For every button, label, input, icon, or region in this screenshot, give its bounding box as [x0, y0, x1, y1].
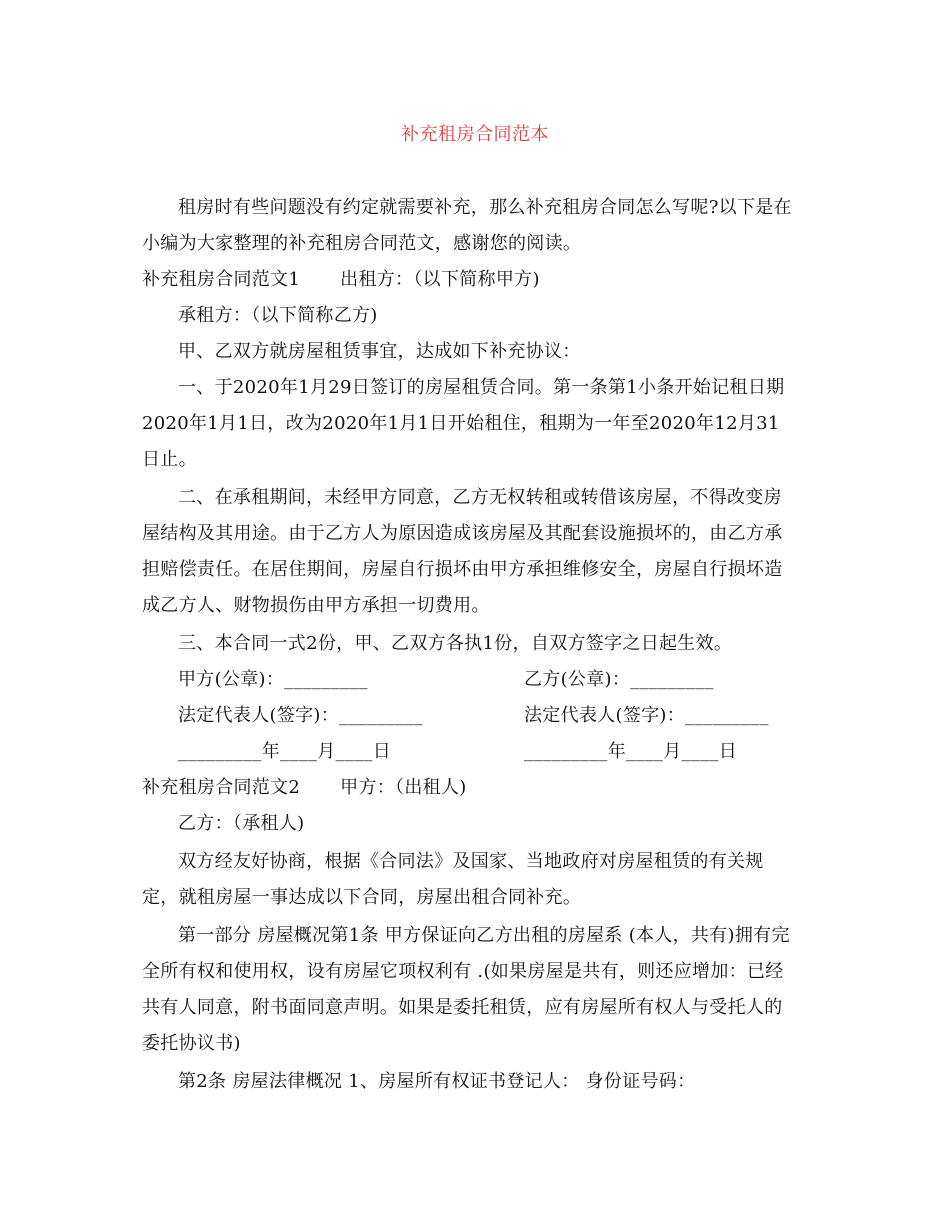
sample1-agreement-intro: 甲、乙双方就房屋租赁事宜，达成如下补充协议：: [178, 341, 581, 362]
party-a-rep: 法定代表人(签字)：_________: [178, 705, 423, 726]
clause2-line-3: 担赔偿责任。在居住期间，房屋自行损坏由甲方承担维修安全，房屋自行损坏造: [142, 559, 783, 580]
party-a-date: _________年____月____日: [178, 741, 391, 762]
clause3: 三、本合同一式2份，甲、乙双方各执1份，自双方签字之日起生效。: [178, 633, 733, 654]
sample2-party-a: 甲方：（出租人): [340, 777, 467, 798]
party-b-rep: 法定代表人(签字)：_________: [524, 705, 769, 726]
sample1-heading: 补充租房合同范文1: [142, 269, 301, 290]
sample1-lessor: 出租方：（以下简称甲方): [340, 269, 540, 290]
sample2-heading: 补充租房合同范文2: [142, 777, 301, 798]
sample1-lessee: 承租方：（以下简称乙方): [178, 305, 378, 326]
part1-line-4: 委托协议书): [142, 1033, 241, 1054]
clause1-line-1: 一、于2020年1月29日签订的房屋租赁合同。第一条第1小条开始记租日期: [178, 377, 785, 398]
part1-line-3: 共有人同意，附书面同意声明。如果是委托租赁，应有房屋所有权人与受托人的: [142, 997, 783, 1018]
document-title: 补充租房合同范本: [401, 124, 549, 145]
sample1-heading-row: [142, 262, 540, 298]
preamble-line-2: 定，就租房屋一事达成以下合同，房屋出租合同补充。: [142, 887, 582, 908]
article2: 第2条 房屋法律概况 1、房屋所有权证书登记人： 身份证号码：: [178, 1071, 696, 1092]
party-a-seal: 甲方(公章)：_________: [178, 669, 368, 690]
sample2-heading-row: [142, 770, 467, 806]
preamble-line-1: 双方经友好协商，根据《合同法》及国家、当地政府对房屋租赁的有关规: [178, 851, 764, 872]
party-b-date: _________年____月____日: [524, 741, 737, 762]
part1-line-1: 第一部分 房屋概况第1条 甲方保证向乙方出租的房屋系 (本人，共有)拥有完: [178, 925, 790, 946]
clause1-line-2: 2020年1月1日，改为2020年1月1日开始租住，租期为一年至2020年12月31: [142, 413, 780, 434]
clause1-line-3: 日止。: [142, 449, 197, 470]
clause2-line-2: 屋结构及其用途。由于乙方人为原因造成该房屋及其配套设施损坏的，由乙方承: [142, 523, 783, 544]
clause2-line-1: 二、在承租期间，未经甲方同意，乙方无权转租或转借该房屋，不得改变房: [178, 487, 782, 508]
clause2-line-4: 成乙方人、财物损伤由甲方承担一切费用。: [142, 595, 490, 616]
intro-line-2: 小编为大家整理的补充租房合同范文，感谢您的阅读。: [142, 233, 582, 254]
intro-line-1: 租房时有些问题没有约定就需要补充，那么补充租房合同怎么写呢?以下是在: [178, 197, 792, 218]
part1-line-2: 全所有权和使用权，设有房屋它项权利有 .(如果房屋是共有，则还应增加：已经: [142, 961, 784, 982]
sample2-party-b: 乙方：（承租人): [178, 813, 305, 834]
party-b-seal: 乙方(公章)：_________: [524, 669, 714, 690]
